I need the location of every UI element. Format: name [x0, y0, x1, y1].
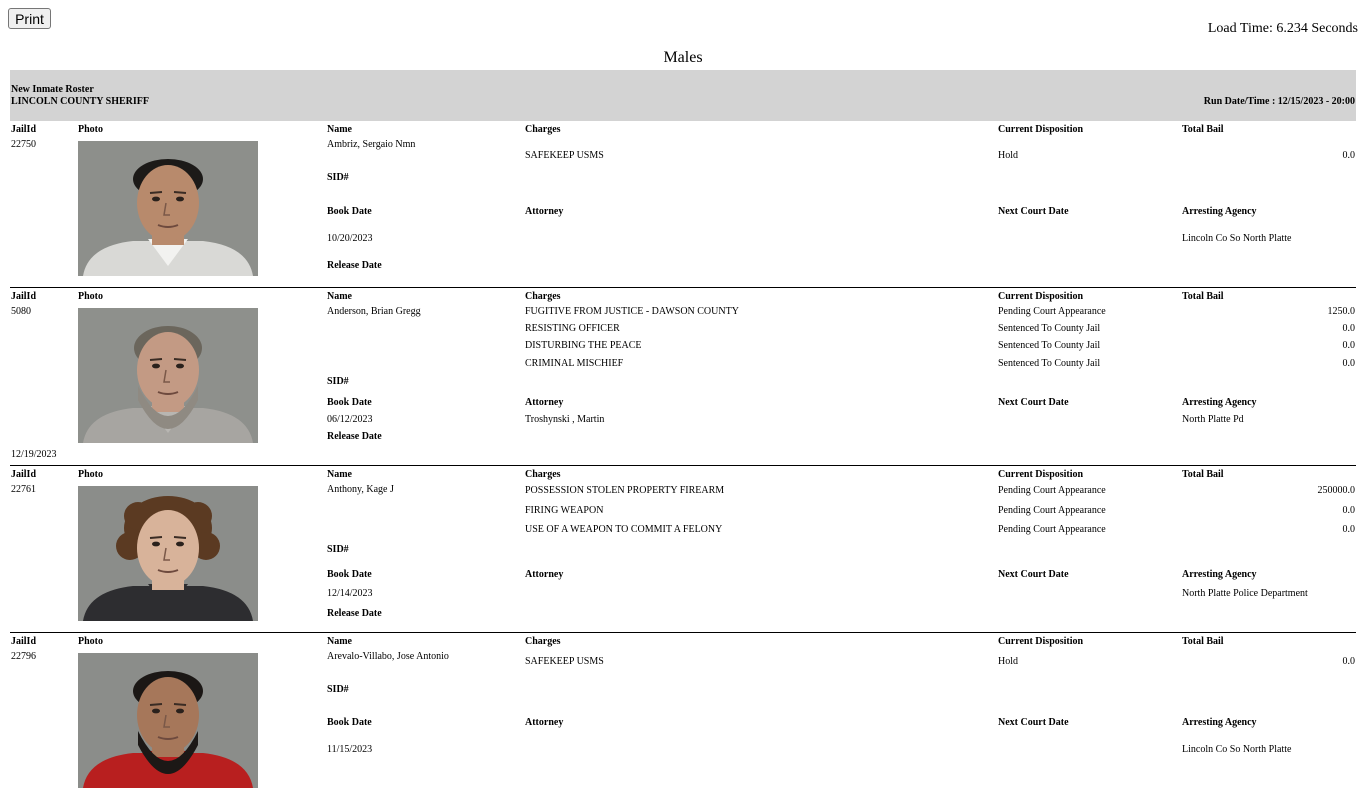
release-date-label: Release Date	[327, 260, 382, 271]
run-date-time: Run Date/Time : 12/15/2023 - 20:00	[1203, 96, 1355, 107]
inmate-record	[10, 466, 1356, 633]
jailid-value: 5080	[11, 306, 31, 317]
arresting-agency-value: Lincoln Co So North Platte	[1182, 233, 1292, 244]
photo-label: Photo	[78, 636, 103, 647]
next-court-label: Next Court Date	[998, 717, 1069, 728]
print-button[interactable]: Print	[8, 8, 51, 29]
sid-label: SID#	[327, 544, 349, 555]
attorney-label: Attorney	[525, 206, 564, 217]
inmate-photo	[78, 486, 258, 621]
charge-disposition: Pending Court Appearance	[998, 306, 1106, 317]
charge-text: SAFEKEEP USMS	[525, 150, 604, 161]
disposition-label: Current Disposition	[998, 636, 1084, 647]
attorney-label: Attorney	[525, 397, 564, 408]
report-title: New Inmate Roster	[11, 84, 94, 95]
charge-text: RESISTING OFFICER	[525, 323, 620, 334]
total-bail-label: Total Bail	[1182, 636, 1224, 647]
charge-text: USE OF A WEAPON TO COMMIT A FELONY	[525, 524, 723, 535]
book-date-value: 10/20/2023	[327, 233, 373, 244]
jailid-value: 22750	[11, 139, 36, 150]
jailid-label: JailId	[11, 124, 37, 135]
attorney-label: Attorney	[525, 717, 564, 728]
book-date-label: Book Date	[327, 397, 372, 408]
photo-label: Photo	[78, 291, 103, 302]
charge-bail: 0.0	[1342, 505, 1355, 516]
jailid-label: JailId	[11, 291, 37, 302]
disposition-label: Current Disposition	[998, 469, 1084, 480]
inmate-name: Anderson, Brian Gregg	[327, 306, 421, 317]
charge-disposition: Hold	[998, 150, 1018, 161]
arresting-agency-label: Arresting Agency	[1182, 569, 1257, 580]
attorney-label: Attorney	[525, 569, 564, 580]
next-court-label: Next Court Date	[998, 206, 1069, 217]
charge-text: FUGITIVE FROM JUSTICE - DAWSON COUNTY	[525, 306, 739, 317]
charge-bail: 0.0	[1342, 323, 1355, 334]
book-date-value: 11/15/2023	[327, 744, 373, 755]
arresting-agency-value: North Platte Police Department	[1182, 588, 1308, 599]
sid-label: SID#	[327, 684, 349, 695]
name-label: Name	[327, 124, 352, 135]
next-court-label: Next Court Date	[998, 397, 1069, 408]
photo-label: Photo	[78, 469, 103, 480]
book-date-value: 12/14/2023	[327, 588, 373, 599]
inmate-record	[10, 121, 1356, 288]
arresting-agency-value: Lincoln Co So North Platte	[1182, 744, 1292, 755]
charge-bail: 0.0	[1342, 656, 1355, 667]
charge-disposition: Pending Court Appearance	[998, 505, 1106, 516]
charge-bail: 1250.0	[1327, 306, 1355, 317]
charge-disposition: Hold	[998, 656, 1018, 667]
inmate-name: Ambriz, Sergaio Nmn	[327, 139, 416, 150]
name-label: Name	[327, 291, 352, 302]
section-title: Males	[663, 49, 703, 66]
disposition-label: Current Disposition	[998, 291, 1084, 302]
jailid-value: 22796	[11, 651, 36, 662]
load-time: Load Time: 6.234 Seconds	[1207, 21, 1358, 36]
charge-bail: 0.0	[1342, 150, 1355, 161]
charges-label: Charges	[525, 469, 561, 480]
name-label: Name	[327, 636, 352, 647]
book-date-label: Book Date	[327, 717, 372, 728]
sid-label: SID#	[327, 376, 349, 387]
next-court-label: Next Court Date	[998, 569, 1069, 580]
jailid-label: JailId	[11, 469, 37, 480]
release-date-value: 12/19/2023	[11, 449, 57, 460]
jailid-label: JailId	[11, 636, 37, 647]
total-bail-label: Total Bail	[1182, 291, 1224, 302]
charge-text: CRIMINAL MISCHIEF	[525, 358, 624, 369]
report-banner	[10, 70, 1356, 121]
sid-label: SID#	[327, 172, 349, 183]
charge-bail: 250000.0	[1317, 485, 1355, 496]
inmate-record	[10, 288, 1356, 466]
charge-disposition: Pending Court Appearance	[998, 524, 1106, 535]
book-date-label: Book Date	[327, 206, 372, 217]
charge-text: DISTURBING THE PEACE	[525, 340, 642, 351]
charge-bail: 0.0	[1342, 340, 1355, 351]
inmate-photo	[78, 141, 258, 276]
inmate-name: Anthony, Kage J	[327, 484, 394, 495]
charge-bail: 0.0	[1342, 524, 1355, 535]
release-date-label: Release Date	[327, 608, 382, 619]
disposition-label: Current Disposition	[998, 124, 1084, 135]
arresting-agency-label: Arresting Agency	[1182, 206, 1257, 217]
inmate-photo	[78, 308, 258, 443]
charge-text: SAFEKEEP USMS	[525, 656, 604, 667]
name-label: Name	[327, 469, 352, 480]
charge-disposition: Sentenced To County Jail	[998, 358, 1101, 369]
charge-text: POSSESSION STOLEN PROPERTY FIREARM	[525, 485, 725, 496]
charge-text: FIRING WEAPON	[525, 505, 604, 516]
arresting-agency-label: Arresting Agency	[1182, 717, 1257, 728]
charge-disposition: Sentenced To County Jail	[998, 323, 1101, 334]
total-bail-label: Total Bail	[1182, 124, 1224, 135]
book-date-label: Book Date	[327, 569, 372, 580]
photo-label: Photo	[78, 124, 103, 135]
charge-disposition: Sentenced To County Jail	[998, 340, 1101, 351]
arresting-agency-value: North Platte Pd	[1182, 414, 1244, 425]
arresting-agency-label: Arresting Agency	[1182, 397, 1257, 408]
charge-disposition: Pending Court Appearance	[998, 485, 1106, 496]
jailid-value: 22761	[11, 484, 36, 495]
total-bail-label: Total Bail	[1182, 469, 1224, 480]
release-date-label: Release Date	[327, 431, 382, 442]
attorney-value: Troshynski , Martin	[525, 414, 605, 425]
inmate-record	[10, 633, 1356, 773]
charges-label: Charges	[525, 124, 561, 135]
inmate-name: Arevalo-Villabo, Jose Antonio	[327, 651, 449, 662]
book-date-value: 06/12/2023	[327, 414, 373, 425]
charges-label: Charges	[525, 291, 561, 302]
charges-label: Charges	[525, 636, 561, 647]
report-agency: LINCOLN COUNTY SHERIFF	[11, 96, 149, 107]
charge-bail: 0.0	[1342, 358, 1355, 369]
